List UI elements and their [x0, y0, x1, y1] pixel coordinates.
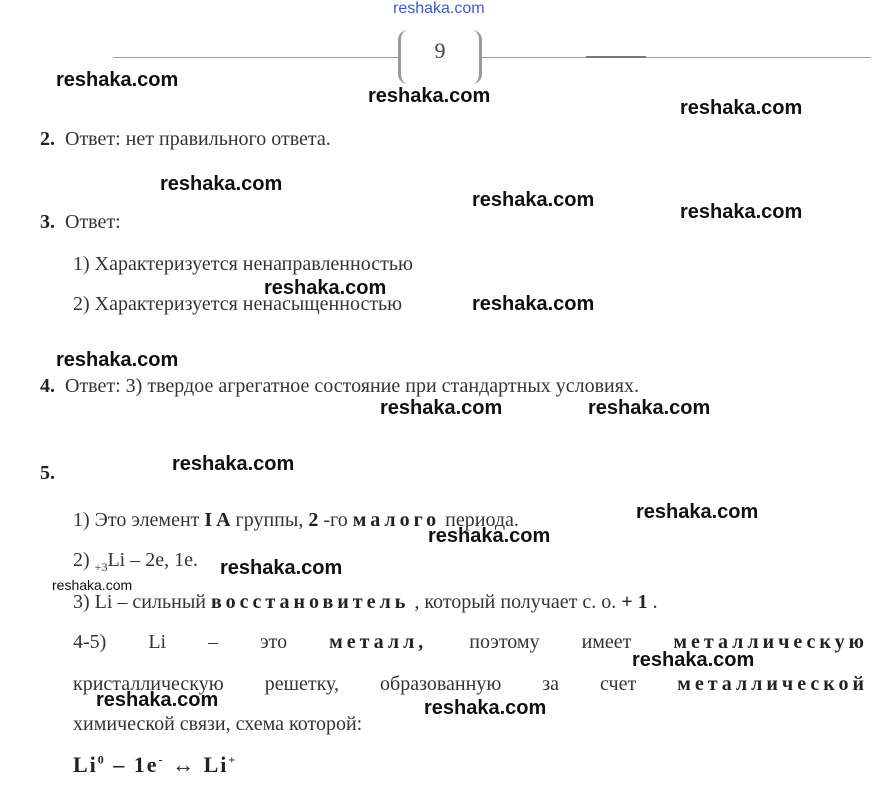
watermark: reshaka.com	[428, 525, 551, 547]
group-label: I A	[204, 509, 231, 531]
superscript: -	[158, 752, 165, 767]
superscript: +	[228, 752, 238, 767]
header-rule	[113, 57, 871, 58]
text-run: решетку,	[264, 673, 340, 695]
watermark: reshaka.com	[680, 97, 803, 119]
text-run: 1) Это элемент	[73, 509, 205, 531]
page-number: 9	[434, 38, 446, 63]
spaced-word: металлическую	[673, 631, 868, 653]
text-run: кристаллическую	[73, 673, 224, 695]
text-run: за	[542, 673, 560, 695]
text-run: –	[208, 631, 219, 653]
watermark: reshaka.com	[680, 201, 803, 223]
watermark: reshaka.com	[220, 557, 343, 579]
answer-5-line-5	[73, 673, 868, 696]
answer-5-line-6: химической связи, схема которой:	[73, 713, 363, 735]
watermark: reshaka.com	[472, 293, 595, 315]
text-run: 4-5)	[73, 631, 107, 653]
watermark: reshaka.com	[636, 501, 759, 523]
watermark: reshaka.com	[632, 649, 755, 671]
text-run: образованную	[380, 673, 502, 695]
text-run: счет	[600, 673, 637, 695]
answer-number: 5.	[40, 462, 55, 484]
answer-5-line-4	[73, 631, 868, 654]
watermark: reshaka.com	[172, 453, 295, 475]
text-run: Li	[148, 631, 167, 653]
answer-number: 4.	[40, 375, 55, 397]
page-number-frame	[398, 30, 482, 84]
watermark: reshaka.com	[368, 85, 491, 107]
answer-text: Ответ: нет правильного ответа.	[65, 128, 331, 150]
answer-5	[40, 462, 55, 485]
superscript: 0	[97, 752, 106, 767]
text-run: периода.	[440, 509, 519, 531]
spaced-word: восстановитель	[210, 591, 410, 613]
watermark: reshaka.com	[56, 69, 179, 91]
text-run: группы,	[230, 509, 309, 531]
answer-5-line-2	[73, 549, 198, 575]
oxidation-state: + 1	[621, 591, 648, 613]
spaced-word: малого	[352, 509, 441, 531]
text-run: -го	[318, 509, 353, 531]
formula-symbol: Li	[203, 752, 229, 777]
period-number: 2	[308, 509, 319, 531]
electron-scheme	[73, 752, 237, 778]
text-run: поэтому	[469, 631, 540, 653]
answer-text: Ответ:	[65, 211, 121, 233]
formula-symbol: Li	[73, 752, 98, 777]
answer-2	[40, 128, 331, 151]
subscript: +3	[94, 560, 108, 574]
answer-3	[40, 211, 121, 234]
text-run: это	[260, 631, 288, 653]
answer-5-line-1	[73, 509, 519, 532]
watermark: reshaka.com	[264, 277, 387, 299]
watermark: reshaka.com	[472, 189, 595, 211]
answer-4	[40, 375, 639, 398]
text-run: имеет	[581, 631, 632, 653]
answer-text: Ответ: 3) твердое агрегатное состояние при стандартных условиях.	[65, 375, 639, 397]
spaced-word: металлической	[677, 673, 868, 695]
header-rule-accent	[586, 56, 646, 58]
text-run: , который получает с. о.	[409, 591, 622, 613]
watermark-small: reshaka.com	[52, 577, 133, 593]
watermark: reshaka.com	[424, 697, 547, 719]
formula-text: – 1e	[105, 752, 159, 777]
arrow-icon: ↔	[164, 752, 204, 777]
watermark: reshaka.com	[160, 173, 283, 195]
answer-3-item: 2) Характеризуется ненасыщенностью	[73, 293, 403, 315]
spaced-word: металл,	[329, 631, 428, 653]
answer-3-item: 1) Характеризуется ненаправленностью	[73, 253, 413, 275]
answer-number: 2.	[40, 128, 55, 150]
text-run: Li – 2e, 1e.	[107, 549, 198, 571]
text-run: .	[647, 591, 658, 613]
watermark: reshaka.com	[380, 397, 503, 419]
watermark: reshaka.com	[96, 689, 219, 711]
answer-number: 3.	[40, 211, 55, 233]
site-header-link[interactable]: reshaka.com	[393, 0, 485, 17]
text-run: 2)	[73, 549, 95, 571]
watermark: reshaka.com	[56, 349, 179, 371]
text-run: 3) Li – сильный	[73, 591, 211, 613]
watermark: reshaka.com	[588, 397, 711, 419]
answer-5-line-3	[73, 591, 658, 614]
